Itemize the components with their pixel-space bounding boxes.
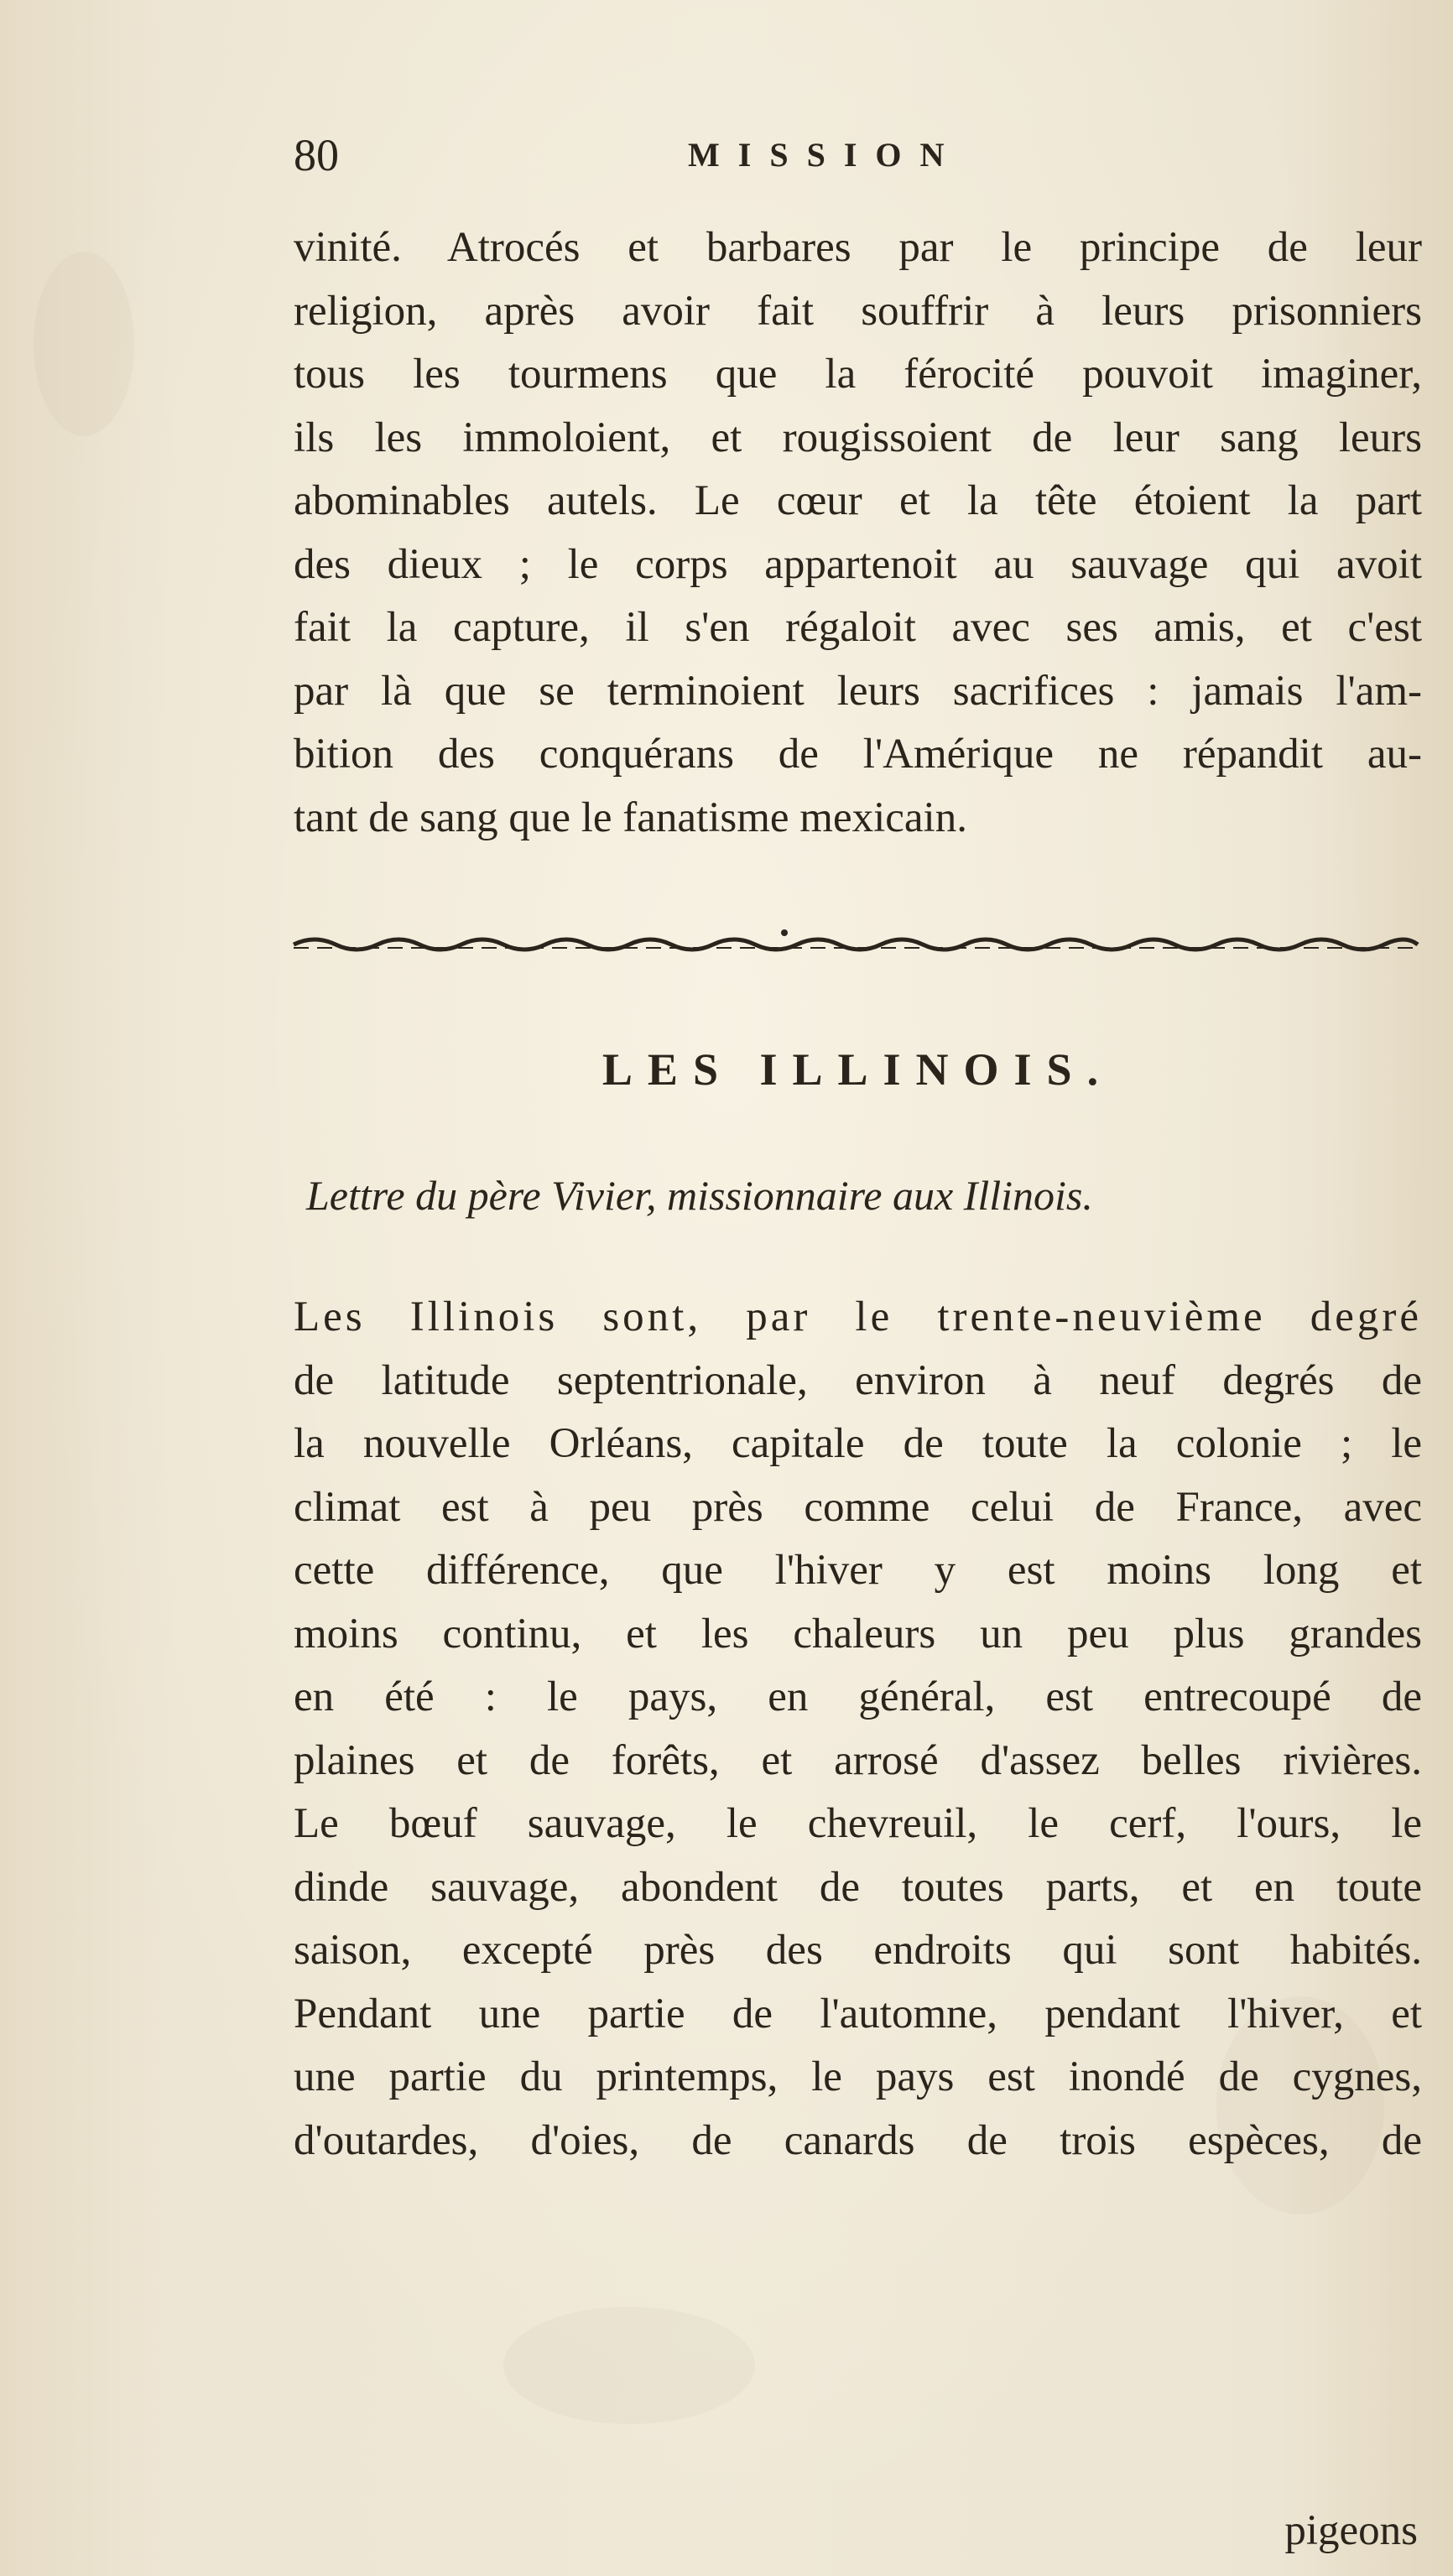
paper-stain bbox=[503, 2307, 755, 2424]
text-line: par là que se terminoient leurs sacrifices : jamais l'am- bbox=[294, 667, 1422, 715]
text-line: vinité. Atrocés et barbares par le principe de leur bbox=[294, 224, 1422, 271]
text-line: cette différence, que l'hiver y est moins long et bbox=[294, 1547, 1422, 1594]
text-line: Pendant une partie de l'automne, pendant l'hiver, et bbox=[294, 1990, 1422, 2037]
text-line: Le bœuf sauvage, le chevreuil, le cerf, l'ours, le bbox=[294, 1800, 1422, 1847]
text-line: Les Illinois sont, par le trente-neuvième degré bbox=[294, 1293, 1422, 1340]
continuation-paragraph bbox=[294, 216, 1422, 850]
text-line: bition des conquérans de l'Amérique ne répandit au- bbox=[294, 731, 1422, 778]
ornamental-rule bbox=[289, 929, 1422, 955]
text-line: tous les tourmens que la férocité pouvoit imaginer, bbox=[294, 351, 1422, 398]
catchword: pigeons bbox=[1284, 2507, 1418, 2554]
text-line: tant de sang que le fanatisme mexicain. bbox=[294, 794, 967, 841]
text-line: des dieux ; le corps appartenoit au sauvage qui avoit bbox=[294, 540, 1422, 588]
paper-stain bbox=[34, 252, 134, 436]
text-line: d'outardes, d'oies, de canards de trois espèces, de bbox=[294, 2116, 1422, 2164]
letter-subtitle: Lettre du père Vivier, missionnaire aux Illinois. bbox=[306, 1172, 1093, 1219]
text-line: saison, excepté près des endroits qui sont habités. bbox=[294, 1927, 1422, 1974]
text-line: moins continu, et les chaleurs un peu plus grandes bbox=[294, 1610, 1422, 1657]
text-line: en été : le pays, en général, est entrecoupé de bbox=[294, 1673, 1422, 1720]
text-line: religion, après avoir fait souffrir à leurs prisonniers bbox=[294, 287, 1422, 335]
text-line: de latitude septentrionale, environ à neuf degrés de bbox=[294, 1356, 1422, 1404]
section-title: LES ILLINOIS. bbox=[602, 1044, 1114, 1095]
text-line: une partie du printemps, le pays est inondé de cygnes, bbox=[294, 2053, 1422, 2100]
text-line: fait la capture, il s'en régaloit avec ses amis, et c'est bbox=[294, 604, 1422, 651]
text-line: dinde sauvage, abondent de toutes parts, et en toute bbox=[294, 1863, 1422, 1911]
running-head: MISSION bbox=[688, 136, 963, 174]
text-line: plaines et de forêts, et arrosé d'assez belles rivières. bbox=[294, 1736, 1422, 1784]
page-header bbox=[294, 126, 1409, 185]
letter-paragraph bbox=[294, 1286, 1422, 2173]
text-line: la nouvelle Orléans, capitale de toute la colonie ; le bbox=[294, 1420, 1422, 1467]
text-line: ils les immoloient, et rougissoient de leur sang leurs bbox=[294, 414, 1422, 461]
text-line: climat est à peu près comme celui de France, avec bbox=[294, 1483, 1422, 1531]
page-number: 80 bbox=[294, 130, 339, 180]
text-line: abominables autels. Le cœur et la tête étoient la part bbox=[294, 477, 1422, 524]
